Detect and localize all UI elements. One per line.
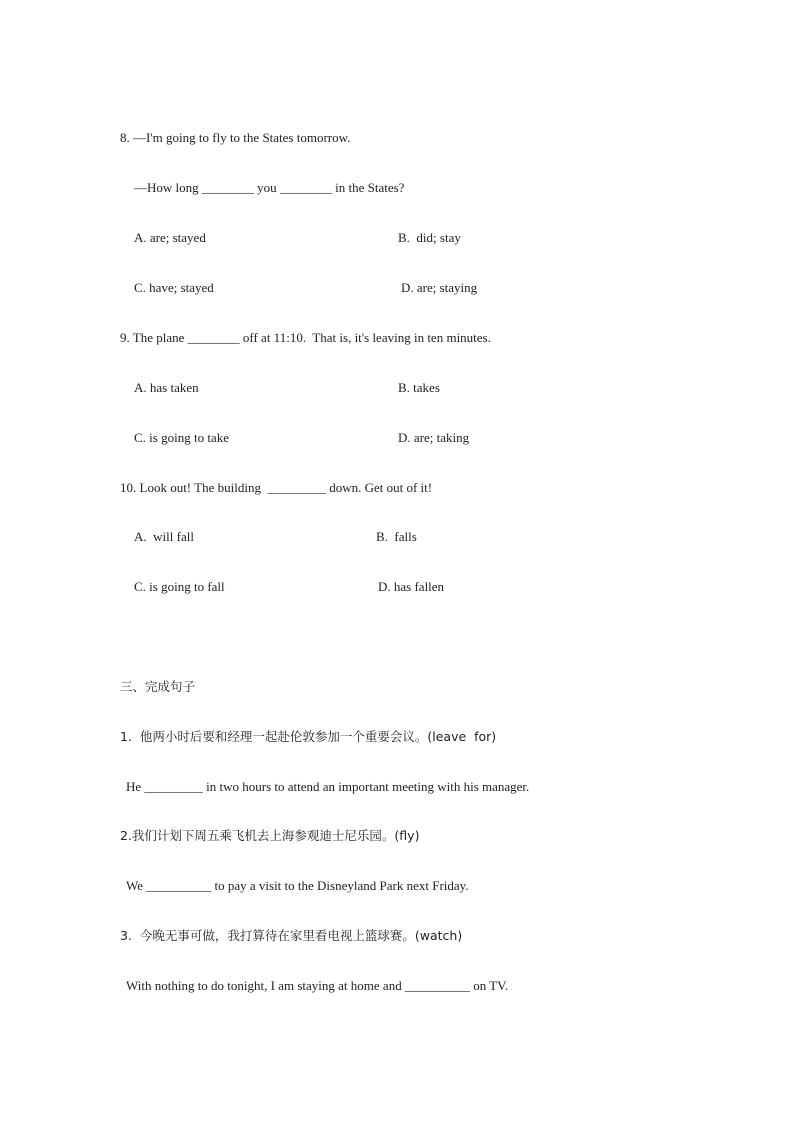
question-8-option-a: A. are; stayed <box>134 230 206 245</box>
question-10-stem: 10. Look out! The building _________ down. Get out of it! <box>120 480 433 495</box>
section-3-item-3-prompt: 3. 今晚无事可做，我打算待在家里看电视上篮球赛。(watch) <box>120 928 463 943</box>
question-10-option-d: D. has fallen <box>378 579 445 594</box>
question-8-stem: 8. —I'm going to fly to the States tomorrow. <box>120 130 351 145</box>
question-8-option-d: D. are; staying <box>401 280 478 295</box>
section-3-item-1-answer: He _________ in two hours to attend an important meeting with his manager. <box>126 779 530 794</box>
question-8-option-c: C. have; stayed <box>134 280 214 295</box>
question-8-option-b: B. did; stay <box>398 230 461 245</box>
question-9-option-c: C. is going to take <box>134 430 229 445</box>
question-9-option-d: D. are; taking <box>398 430 470 445</box>
question-10-option-a: A. will fall <box>134 529 194 544</box>
section-3-heading: 三、完成句子 <box>120 679 196 694</box>
question-9-stem: 9. The plane ________ off at 11:10. That is, it's leaving in ten minutes. <box>120 330 491 345</box>
section-3-item-2-prompt: 2.我们计划下周五乘飞机去上海参观迪士尼乐园。(fly) <box>120 828 420 843</box>
question-8-response: —How long ________ you ________ in the States? <box>134 180 405 195</box>
question-10-option-b: B. falls <box>376 529 417 544</box>
question-9-option-b: B. takes <box>398 380 440 395</box>
section-3-item-2-answer: We __________ to pay a visit to the Disneyland Park next Friday. <box>126 878 469 893</box>
section-3-item-1-prompt: 1. 他两小时后要和经理一起赴伦敦参加一个重要会议。(leave for) <box>120 729 497 744</box>
question-9-option-a: A. has taken <box>134 380 199 395</box>
question-10-option-c: C. is going to fall <box>134 579 225 594</box>
section-3-item-3-answer: With nothing to do tonight, I am staying at home and __________ on TV. <box>126 978 509 993</box>
